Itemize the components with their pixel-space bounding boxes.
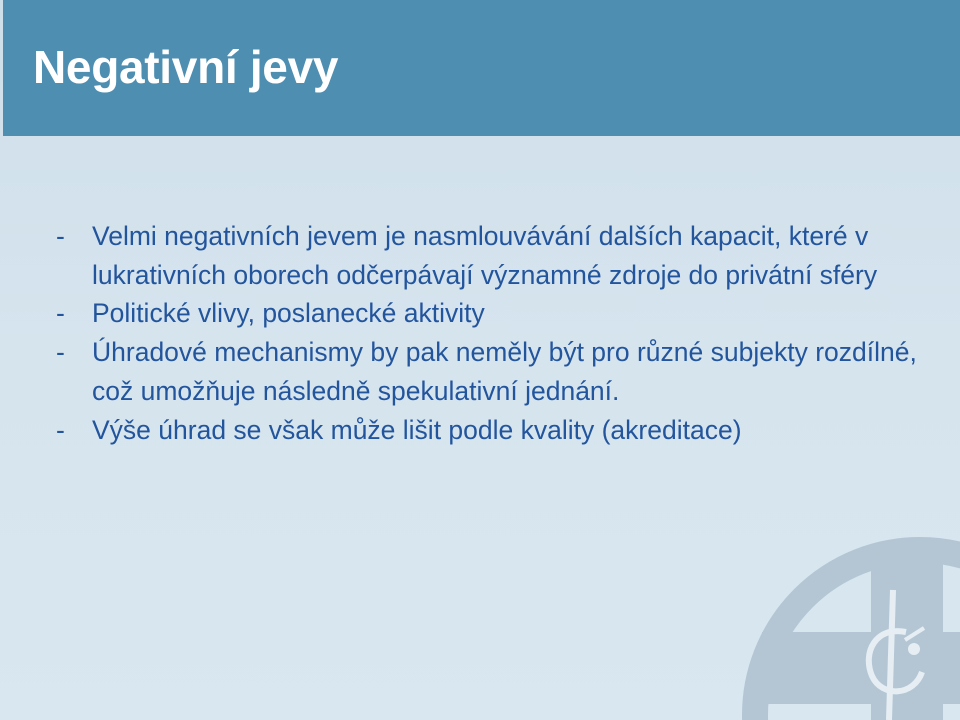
- title-bar: [3, 0, 960, 136]
- bullet-item: [56, 411, 936, 450]
- bullet-item: [56, 333, 936, 410]
- bullet-marker: -: [56, 298, 65, 329]
- bullet-item: [56, 294, 936, 333]
- bullet-marker: -: [56, 337, 65, 368]
- bullet-marker: -: [56, 414, 65, 445]
- bullet-text: Výše úhrad se však může lišit podle kvality (akreditace): [92, 414, 742, 445]
- bullet-list: [56, 217, 936, 449]
- bullet-text: Úhradové mechanismy by pak neměly být pro různé subjekty rozdílné, což umožňuje následně spekulativní jednání.: [92, 337, 917, 406]
- bullet-text: Politické vlivy, poslanecké aktivity: [92, 298, 485, 329]
- bullet-item: [56, 217, 936, 294]
- slide-title: Negativní jevy: [33, 41, 339, 93]
- bullet-marker: -: [56, 221, 65, 251]
- bullet-text: Velmi negativních jevem je nasmlouvávání dalších kapacit, které v lukrativních oborech odčerpávají významné zdroje do privátní sféry: [92, 221, 878, 290]
